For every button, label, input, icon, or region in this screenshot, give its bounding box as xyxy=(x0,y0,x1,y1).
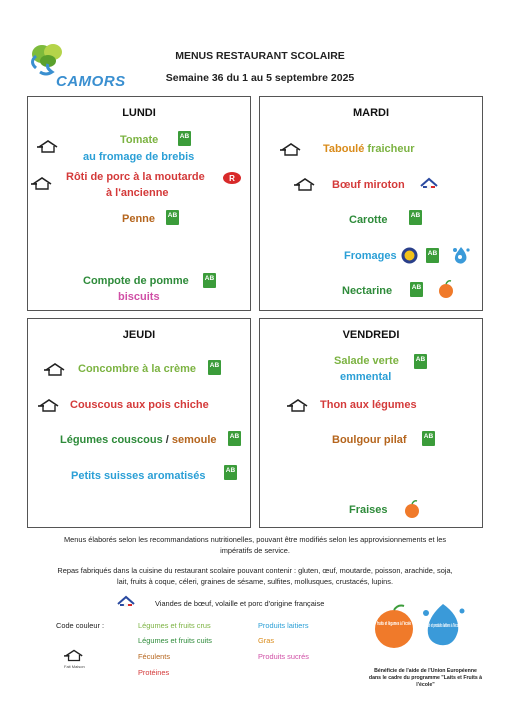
ab-organic-icon xyxy=(409,210,422,225)
milk-program-icon xyxy=(418,601,468,651)
house-icon xyxy=(287,398,309,412)
french-meat-icon xyxy=(117,594,135,608)
ab-organic-icon xyxy=(228,431,241,446)
dish-jeudi-1: Concombre à la crème xyxy=(78,363,196,375)
day-title: VENDREDI xyxy=(342,329,400,341)
eu-funding-note: Bénéficie de l'aide de l'Union Européenne dans le cadre du programme "Laits et Fruits à l'école" xyxy=(368,668,483,688)
code-color-label: Code couleur : xyxy=(56,621,105,630)
legend-feculents: Féculents xyxy=(138,652,171,661)
house-icon xyxy=(38,398,60,412)
day-box-vendredi xyxy=(259,318,483,528)
house-icon xyxy=(31,176,53,190)
dish-lundi-1b: au fromage de brebis xyxy=(83,151,195,163)
dish-vendredi-3: Boulgour pilaf xyxy=(332,434,407,446)
legend-cuits: Légumes et fruits cuits xyxy=(138,636,212,645)
dish-lundi-4a: Compote de pomme xyxy=(83,275,189,287)
fruit-badge-text: fruits et légumes à l'école xyxy=(377,621,412,627)
origin-note: Viandes de bœuf, volaille et porc d'origine française xyxy=(155,599,325,608)
dish-jeudi-2: Couscous aux pois chiche xyxy=(70,399,209,411)
dish-lundi-1a: Tomate xyxy=(120,134,159,146)
dish-vendredi-4: Fraises xyxy=(349,504,388,516)
nutrition-note-line2: impératifs de service. xyxy=(220,545,290,555)
allergen-note-line1: Repas fabriqués dans la cuisine du restaurant scolaire pouvant contenir : gluten, œuf, moutarde, poisson, arachide, soja, xyxy=(57,566,453,575)
dish-mardi-1 xyxy=(323,142,415,157)
ab-organic-icon xyxy=(426,248,439,263)
legend-gras: Gras xyxy=(258,636,275,645)
ab-organic-icon xyxy=(208,360,221,375)
day-title: LUNDI xyxy=(122,107,156,119)
dish-mardi-4: Fromages xyxy=(344,250,397,262)
nutrition-note-line1: Menus élaborés selon les recommandations nutritionelles, pouvant être modifiés selon les approvisionnements et les xyxy=(63,535,447,544)
ab-organic-icon xyxy=(422,431,435,446)
dish-lundi-2b: à l'ancienne xyxy=(106,187,169,199)
house-icon xyxy=(64,648,84,662)
dish-mardi-1b: fraicheur xyxy=(367,143,415,155)
dish-jeudi-3-sep: / xyxy=(165,434,169,446)
legend-crus: Légumes et fruits crus xyxy=(138,621,211,630)
legend-sucres: Produits sucrés xyxy=(258,652,309,661)
fait-maison-label: Fait Maison xyxy=(64,664,85,669)
dish-lundi-2a: Rôti de porc à la moutarde xyxy=(66,171,205,183)
legend-laitiers: Produits laitiers xyxy=(258,621,309,630)
ab-organic-icon xyxy=(414,354,427,369)
label-rouge-icon xyxy=(222,171,242,185)
day-title: JEUDI xyxy=(122,329,156,341)
dish-jeudi-3b: semoule xyxy=(171,434,217,446)
dish-mardi-2: Bœuf miroton xyxy=(332,179,405,191)
allergen-note xyxy=(30,566,480,587)
milk-drop-icon xyxy=(450,245,472,267)
ab-organic-icon xyxy=(166,210,179,225)
page-subtitle: Semaine 36 du 1 au 5 septembre 2025 xyxy=(165,72,355,84)
dish-vendredi-1b: emmental xyxy=(340,371,392,383)
camors-logo xyxy=(26,42,136,92)
dish-jeudi-3 xyxy=(60,433,217,448)
fruit-apple-icon xyxy=(402,499,422,519)
house-icon xyxy=(37,139,59,153)
french-meat-icon xyxy=(420,176,438,190)
milk-badge-text: Lait et produits laitiers à l'école xyxy=(426,623,461,629)
dish-jeudi-4: Petits suisses aromatisés xyxy=(71,470,206,482)
page-title: MENUS RESTAURANT SCOLAIRE xyxy=(175,50,345,62)
house-icon xyxy=(44,362,66,376)
day-box-jeudi xyxy=(27,318,251,528)
house-icon xyxy=(294,177,316,191)
dish-vendredi-2: Thon aux légumes xyxy=(320,399,417,411)
svg-text:R: R xyxy=(229,174,235,183)
dish-lundi-3: Penne xyxy=(122,213,156,225)
day-box-lundi xyxy=(27,96,251,311)
day-title: MARDI xyxy=(352,107,390,119)
dish-mardi-3: Carotte xyxy=(349,214,388,226)
ab-organic-icon xyxy=(224,465,237,480)
day-box-mardi xyxy=(259,96,483,311)
dish-jeudi-3a: Légumes couscous xyxy=(60,434,163,446)
dish-mardi-1a: Taboulé xyxy=(323,143,365,155)
fruit-program-icon xyxy=(372,603,416,649)
logo-text: CAMORS xyxy=(56,73,126,90)
dish-vendredi-1a: Salade verte xyxy=(334,355,399,367)
nutrition-note xyxy=(30,535,480,556)
ab-organic-icon xyxy=(178,131,191,146)
legend-proteines: Protéines xyxy=(138,668,170,677)
dish-lundi-4b: biscuits xyxy=(118,291,160,303)
aop-icon xyxy=(401,247,418,264)
ab-organic-icon xyxy=(410,282,423,297)
dish-mardi-5: Nectarine xyxy=(342,285,393,297)
house-icon xyxy=(280,142,302,156)
ab-organic-icon xyxy=(203,273,216,288)
allergen-note-line2: lait, fruits à coque, céleri, graines de sésame, sulfites, mollusques, crustacés, lupins. xyxy=(116,576,394,586)
fruit-apple-icon xyxy=(436,279,456,299)
